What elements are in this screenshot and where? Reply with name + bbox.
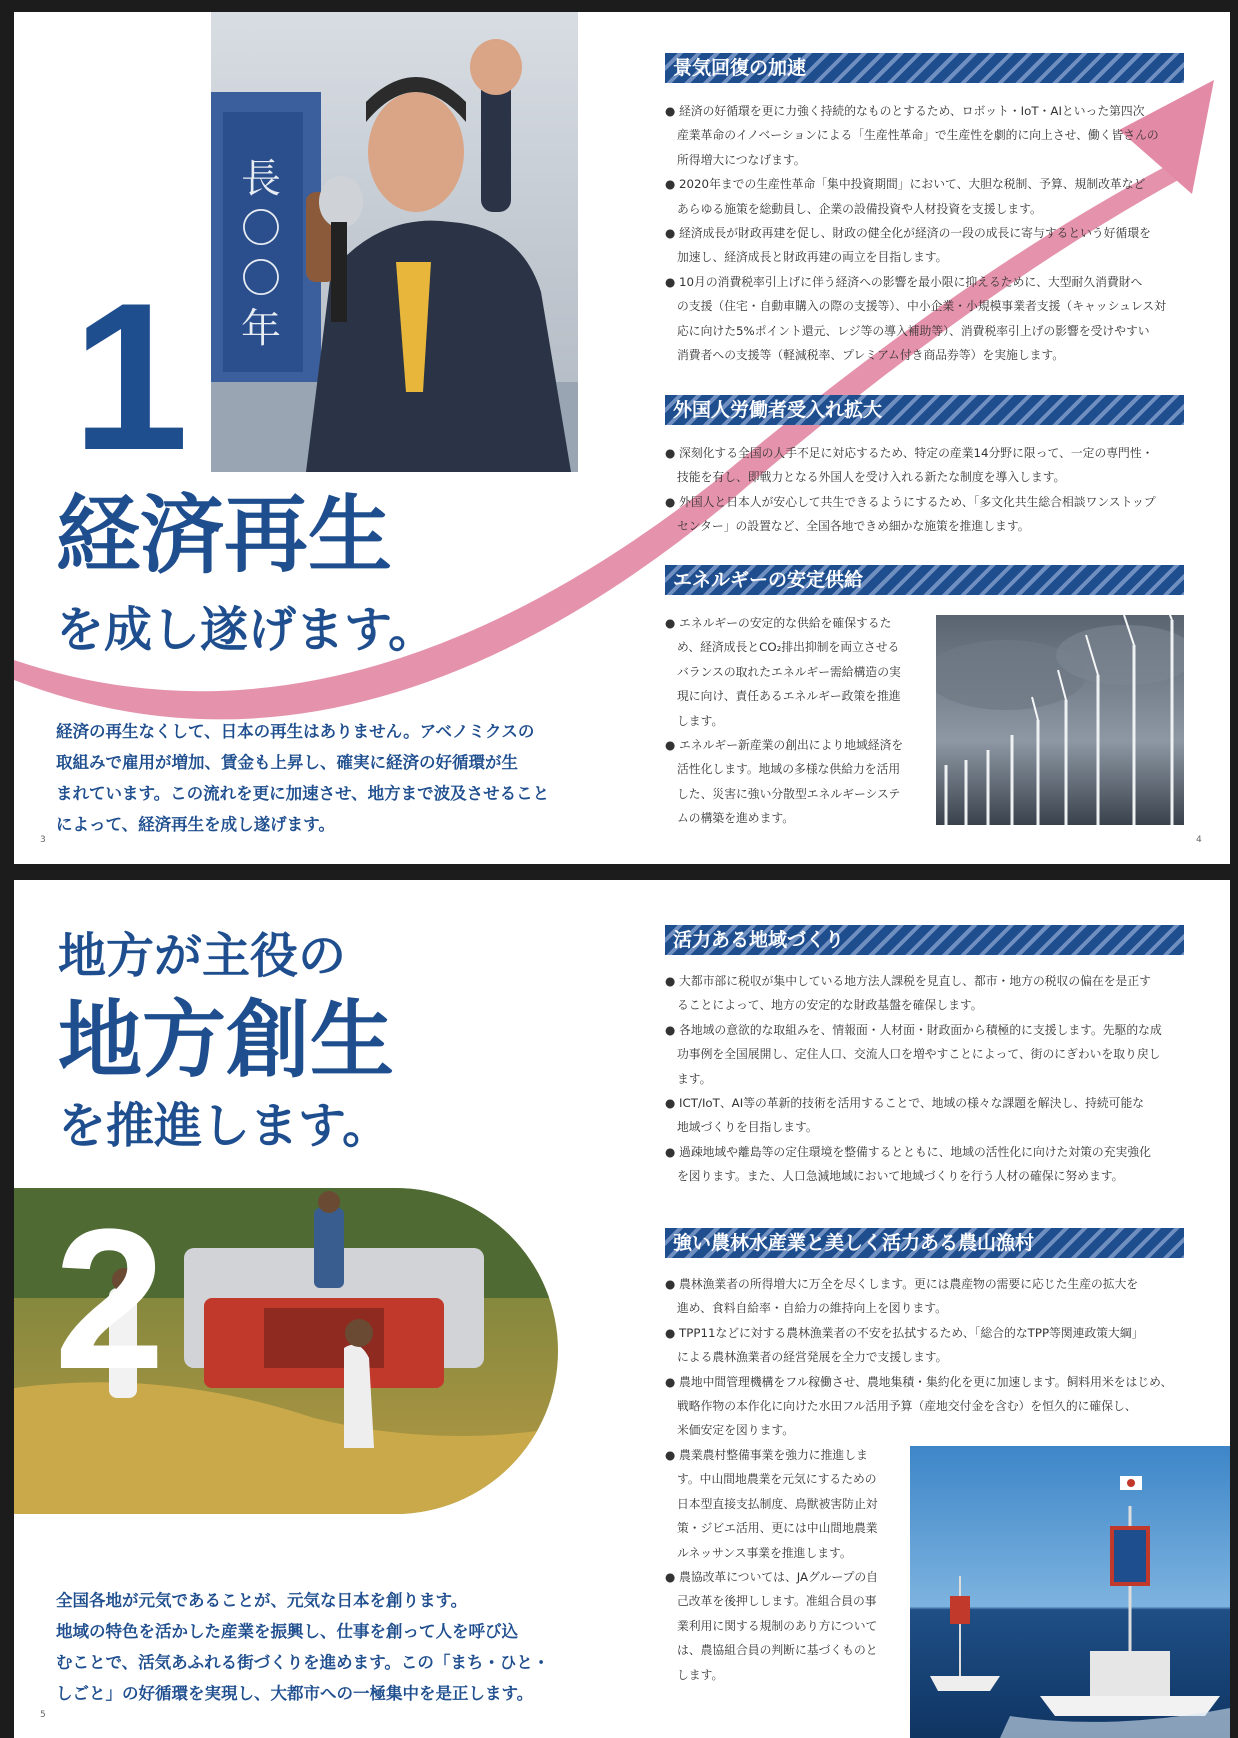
svg-text:〇: 〇 [241,256,281,302]
main-title: 地方創生 [58,991,395,1089]
page-number-left: 3 [40,835,46,845]
section-number: 2 [54,1188,166,1411]
bullet-list-energy: ● エネルギーの安定的な供給を確保するた め、経済成長とCO₂排出抑制を両立させる バランスの取れたエネルギー需給構造の実 現に向け、責任あるエネルギー政策を推進 します。 ● エネルギー新産業の創出により地域経済を 活性化します。地域の多様な供給力を活用 した、災害に強い分散型エネルギーシステ ムの構築を進めます。 [665,616,904,826]
bullet-list-foreign-workers: ● 深刻化する全国の人手不足に対応するため、特定の産業14分野に限って、一定の専門性・ 技能を有し、即戦力となる外国人を受け入れる新たな制度を導入します。 ● 外国人と日本人が安心して共生できるようにするため、「多文化共生総合相談ワンストップ センター」の設置など、全国各地できめ細かな施策を推進します。 [665,446,1156,534]
svg-text:〇: 〇 [241,206,281,252]
section-header-recovery: 景気回復の加速 [665,53,1184,83]
svg-text:年: 年 [241,306,281,352]
section-header-regional: 活力ある地域づくり [665,925,1184,955]
spread-economy [14,12,1230,864]
section-header-energy: エネルギーの安定供給 [665,565,1184,595]
bullet-list-regional: ● 大都市部に税収が集中している地方法人課税を見直し、都市・地方の税収の偏在を是正す ることによって、地方の安定的な財政基盤を確保します。 ● 各地域の意欲的な取組みを、情報面・人材面・財政面から積極的に支援します。先駆的な成 功事例を全国展開し、定住人口、交流人口を増やすことによって、街のにぎわいを取り戻し ます。 ● ICT/IoT、AI等の革新的技術を活用することで、地域の様々な課題を解決し、持続可能な 地域づくりを目指します。 ● 過疎地域や離島等の定住環境を整備するとともに、地域の活性化に向けた対策の充実強化 を図ります。また、人口急減地域において地域づくりを行う人材の確保に努めます。 [665,974,1162,1184]
sub-title: を成し遂げます。 [56,602,437,658]
section-header-foreign-workers: 外国人労働者受入れ拡大 [665,395,1184,425]
title-line1: 地方が主役の [58,928,347,984]
svg-text:長: 長 [241,156,281,202]
section-number: 1 [72,259,189,494]
section-header-agriculture: 強い農林水産業と美しく活力ある農山漁村 [665,1228,1184,1258]
bullet-list-recovery: ● 経済の好循環を更に力強く持続的なものとするため、ロボット・IoT・AIといった第四次 産業革命のイノベーションによる「生産性革命」で生産性を劇的に向上させ、働く皆さんの 所得増大につなげます。 ● 2020年までの生産性革命「集中投資期間」において、大胆な税制、予算、規制改革など あらゆる施策を総動員し、企業の設備投資や人材投資を支援します。 ● 経済成長が財政再建を促し、財政の健全化が経済の一段の成長に寄与するという好循環を 加速し、経済成長と財政再建の両立を目指します。 ● 10月の消費税率引上げに伴う経済への影響を最小限に抑えるために、大型耐久消費財へ の支援（住宅・自動車購入の際の支援等）、中小企業・小規模事業者支援（キャッシュレス対 応に向けた5%ポイント還元、レジ等の導入補助等）、消費税率引上げの影響を受けやすい 消費者への支援等（軽減税率、プレミアム付き商品券等）を実施します。 [665,104,1166,363]
sub-title: を推進します。 [58,1098,391,1154]
page-number-left: 5 [40,1710,46,1720]
bullet-list-agriculture-2: ● 農業農村整備事業を強力に推進しま す。中山間地農業を元気にするための 日本型直接支払制度、鳥獣被害防止対 策・ジビエ活用、更には中山間地農業 ルネッサンス事業を推進します。 ● 農協改革については、JAグループの自 己改革を後押しします。准組合員の事 業利用に関する規制のあり方について は、農協組合員の判断に基づくものと します。 [665,1448,878,1682]
bullet-list-agriculture: ● 農林漁業者の所得増大に万全を尽くします。更には農産物の需要に応じた生産の拡大を 進め、食料自給率・自給力の維持向上を図ります。 ● TPP11などに対する農林漁業者の不安を払拭するため、「総合的なTPP等関連政策大綱」 による農林漁業者の経営発展を全力で支援します。 ● 農地中間管理機構をフル稼働させ、農地集積・集約化を更に加速します。飼料用米をはじめ、 戦略作物の本作化に向けた水田フル活用予算（産地交付金を含む）を恒久的に確保し、 米価安定を図ります。 [665,1277,1173,1438]
wind-turbine-photo [936,615,1184,825]
intro-text: 全国各地が元気であることが、元気な日本を創ります。 地域の特色を活かした産業を振興し、仕事を創って人を呼び込 むことで、活気あふれる街づくりを進めます。この「まち・ひと・ しごと」の好循環を実現し、大都市への一極集中を是正します。 [56,1591,550,1703]
intro-text: 経済の再生なくして、日本の再生はありません。アベノミクスの 取組みで雇用が増加、賃金も上昇し、確実に経済の好循環が生 まれています。この流れを更に加速させ、地方まで波及させること によって、経済再生を成し遂げます。 [56,722,550,834]
fishing-boat-photo [910,1446,1230,1738]
main-title: 経済再生 [56,486,393,584]
spread-regional [14,880,1230,1738]
page-number-right: 4 [1196,835,1202,845]
